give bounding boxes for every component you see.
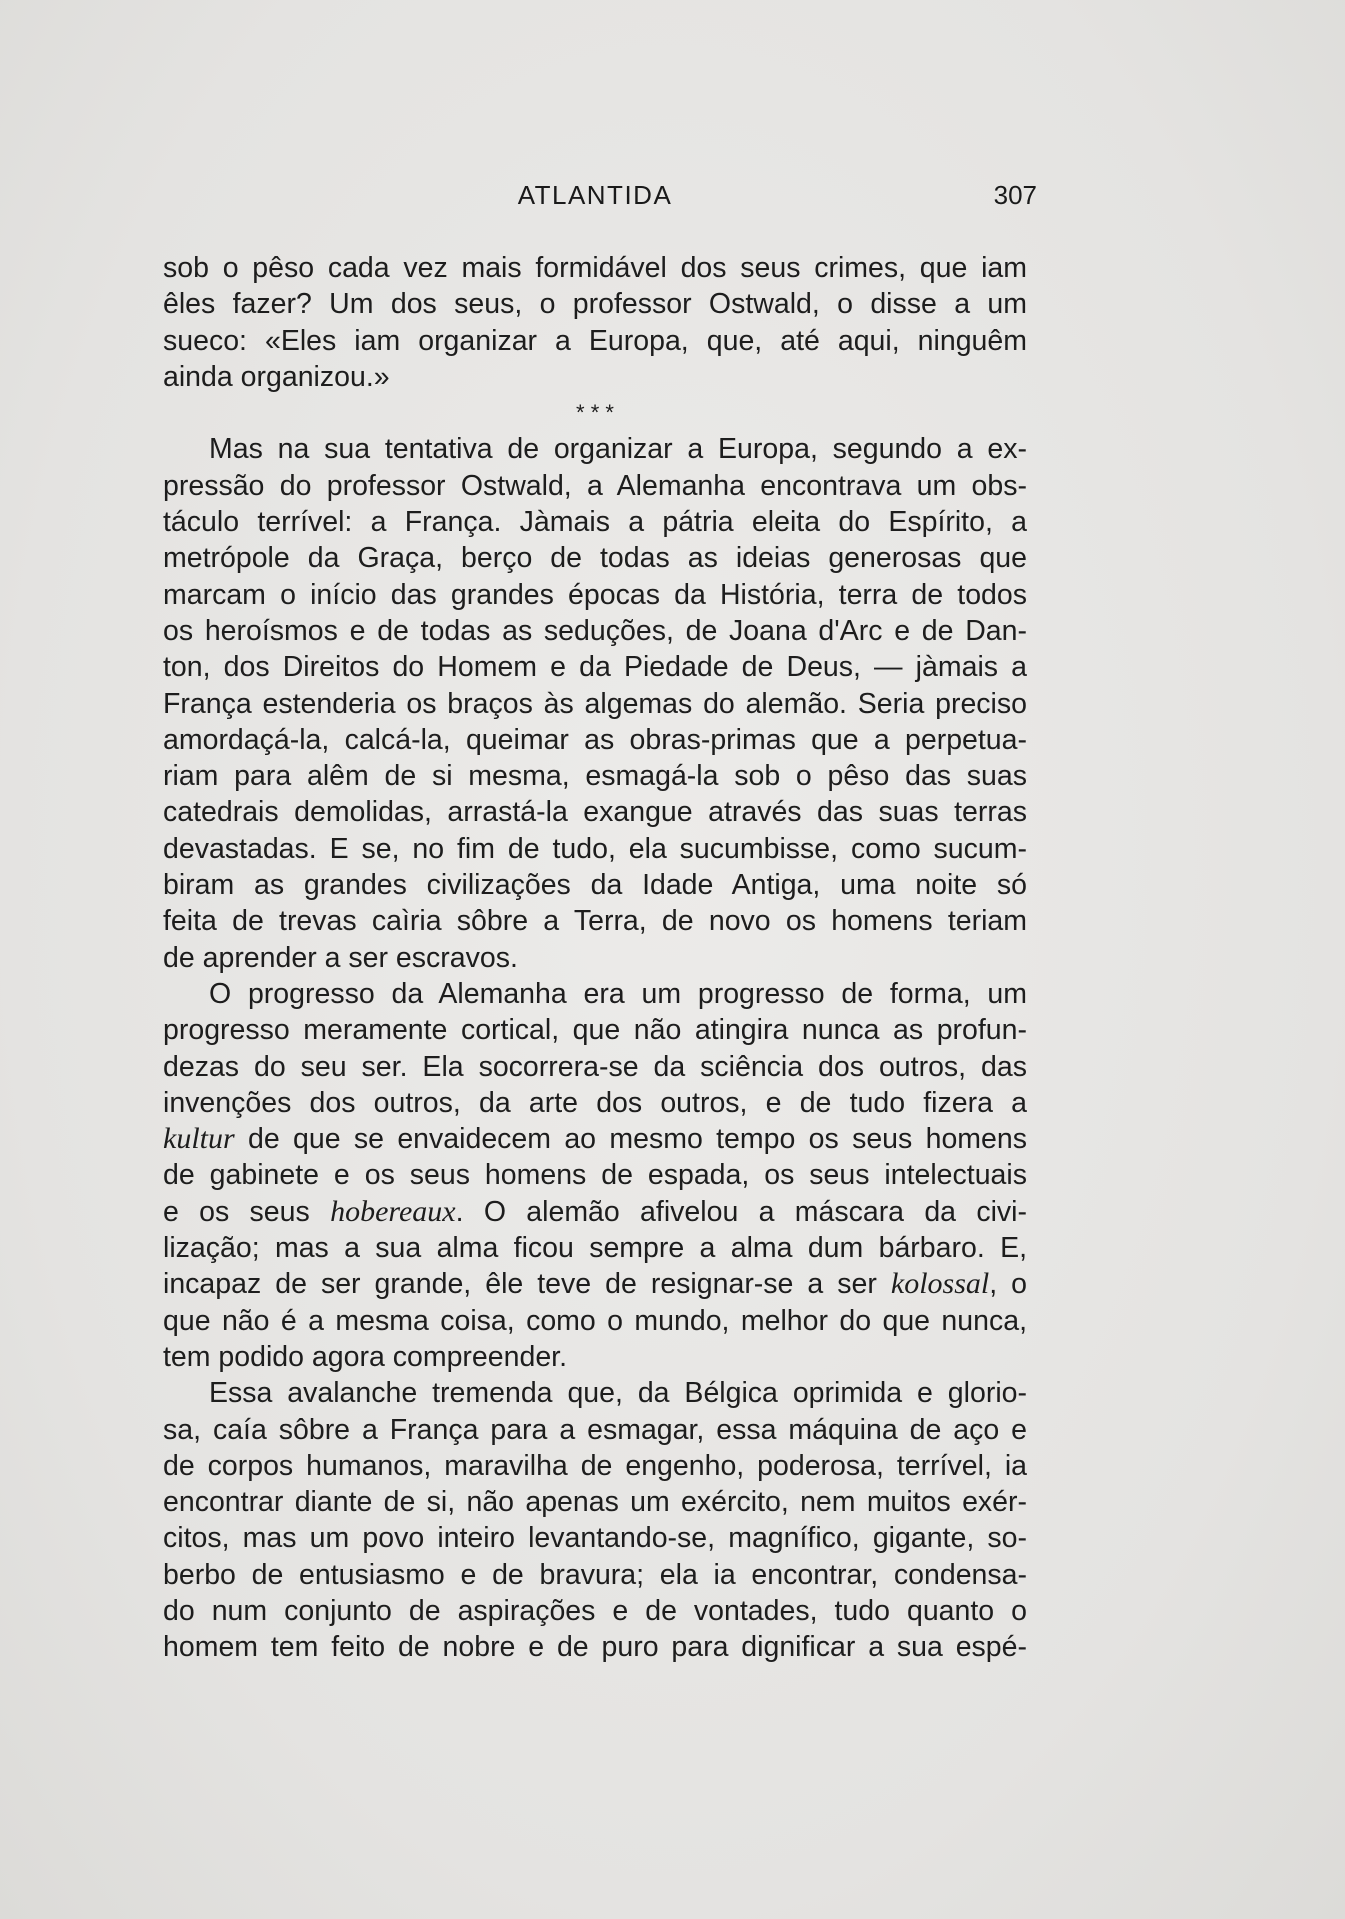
text-fragment: incapaz de ser grande, êle teve de resignar-se a ser (163, 1268, 877, 1301)
running-title: ATLANTIDA (517, 180, 673, 210)
section-separator: * * * (576, 400, 614, 426)
text-line: devastadas. E se, no fim de tudo, ela sucumbisse, como sucum- (163, 832, 1027, 865)
text-line: Mas na sua tentativa de organizar a Europa, segundo a ex- (209, 433, 1027, 466)
italic-word: hobereaux (330, 1194, 456, 1228)
text-line: êles fazer? Um dos seus, o professor Ostwald, o disse a um (163, 288, 1027, 321)
text-line: amordaçá-la, calcá-la, queimar as obras-primas que a perpetua- (163, 723, 1027, 756)
text-line: O progresso da Alemanha era um progresso de forma, um (209, 977, 1027, 1010)
text-line: ainda organizou.» (163, 360, 390, 393)
text-fragment: de que se envaidecem ao mesmo tempo os seus homens (248, 1123, 1027, 1156)
text-line: França estenderia os braços às algemas do alemão. Seria preciso (163, 687, 1027, 720)
text-line: de corpos humanos, maravilha de engenho, poderosa, terrível, ia (163, 1449, 1027, 1482)
text-line: de gabinete e os seus homens de espada, os seus intelectuais (163, 1159, 1027, 1192)
text-line: Essa avalanche tremenda que, da Bélgica oprimida e glorio- (209, 1377, 1027, 1410)
text-line: citos, mas um povo inteiro levantando-se, magnífico, gigante, so- (163, 1522, 1027, 1555)
text-line: sueco: «Eles iam organizar a Europa, que, até aqui, ninguêm (163, 324, 1027, 357)
text-line: dezas do seu ser. Ela socorrera-se da sciência dos outros, das (163, 1050, 1027, 1083)
text-line: encontrar diante de si, não apenas um exército, nem muitos exér- (163, 1486, 1027, 1519)
text-line: os heroísmos e de todas as seduções, de Joana d'Arc e de Dan- (163, 614, 1027, 647)
text-line: lização; mas a sua alma ficou sempre a alma dum bárbaro. E, (163, 1232, 1027, 1265)
text-line: marcam o início das grandes épocas da História, terra de todos (163, 578, 1027, 611)
text-line: táculo terrível: a França. Jàmais a pátria eleita do Espírito, a (163, 506, 1027, 539)
body-text (163, 250, 1027, 1666)
page-header (163, 180, 1037, 216)
text-line: progresso meramente cortical, que não atingira nunca as profun- (163, 1014, 1027, 1047)
text-line: que não é a mesma coisa, como o mundo, melhor do que nunca, (163, 1304, 1027, 1337)
italic-word: kultur (163, 1122, 235, 1156)
text-line (163, 1194, 1027, 1230)
text-fragment: e os seus (163, 1195, 310, 1228)
italic-word: kolossal (890, 1267, 990, 1301)
text-line: ton, dos Direitos do Homem e da Piedade de Deus, — jàmais a (163, 651, 1027, 684)
text-line: berbo de entusiasmo e de bravura; ela ia encontrar, condensa- (163, 1558, 1027, 1591)
text-line: tem podido agora compreender. (163, 1340, 568, 1373)
text-line: metrópole da Graça, berço de todas as ideias generosas que (163, 542, 1027, 575)
text-line: feita de trevas caìria sôbre a Terra, de novo os homens teriam (163, 905, 1027, 938)
text-line: pressão do professor Ostwald, a Alemanha encontrava um obs- (163, 469, 1027, 502)
text-fragment: . O alemão afivelou a máscara da civi- (455, 1195, 1027, 1228)
text-line: biram as grandes civilizações da Idade Antiga, uma noite só (163, 869, 1027, 902)
text-line: invenções dos outros, da arte dos outros, e de tudo fizera a (163, 1086, 1027, 1119)
text-line (163, 1266, 1027, 1302)
text-line: de aprender a ser escravos. (163, 941, 518, 974)
text-line: do num conjunto de aspirações e de vontades, tudo quanto o (163, 1594, 1027, 1627)
text-line: catedrais demolidas, arrastá-la exangue através das suas terras (163, 796, 1027, 829)
text-fragment: , o (989, 1268, 1027, 1301)
text-line: homem tem feito de nobre e de puro para dignificar a sua espé- (163, 1631, 1027, 1664)
text-line: sob o pêso cada vez mais formidável dos seus crimes, que iam (163, 252, 1027, 284)
text-line: sa, caía sôbre a França para a esmagar, essa máquina de aço e (163, 1413, 1027, 1446)
page-number: 307 (993, 180, 1037, 210)
text-line (163, 1121, 1027, 1157)
text-line: riam para alêm de si mesma, esmagá-la sob o pêso das suas (163, 760, 1027, 793)
